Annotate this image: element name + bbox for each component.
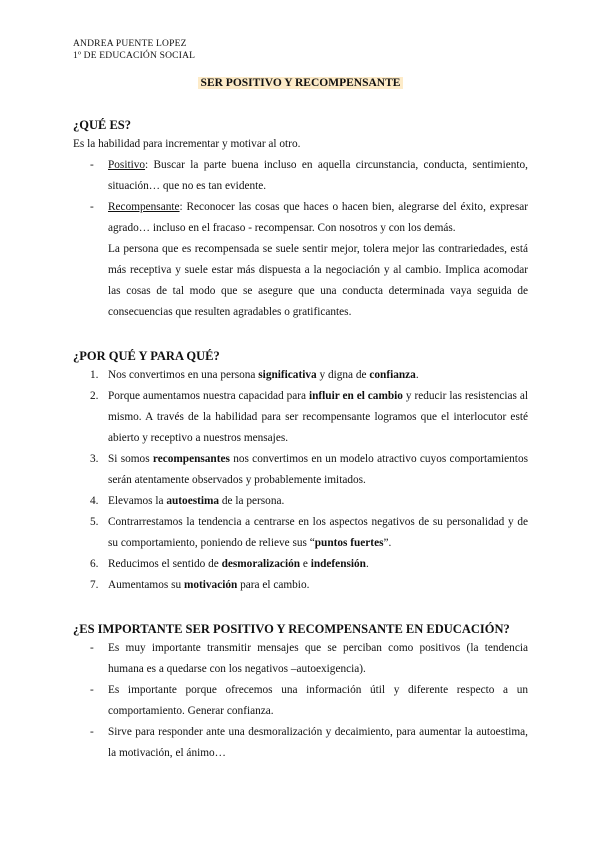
author-name: ANDREA PUENTE LOPEZ: [73, 39, 187, 49]
section-heading-por-que: ¿POR QUÉ Y PARA QUÉ?: [73, 349, 220, 363]
term: Positivo: [108, 159, 146, 171]
intro-text: Es la habilidad para incrementar y motivar al otro.: [73, 138, 301, 150]
list-item: - Es importante porque ofrecemos una información útil y diferente respecto a un comportamiento. Generar confianza.: [90, 684, 528, 717]
section-heading-que-es: ¿QUÉ ES?: [73, 118, 132, 132]
document-title: SER POSITIVO Y RECOMPENSANTE: [73, 76, 528, 90]
list-item: - Recompensante: Reconocer las cosas que haces o hacen bien, alegrarse del éxito, expresar agrado… incluso en el fracaso - recompensar. Con nosotros y con los demás.: [90, 201, 528, 234]
list-item: 5. Contrarrestamos la tendencia a centrarse en los aspectos negativos de su personalidad y de su comportamiento, poniendo de relieve sus “puntos fuertes”.: [90, 516, 528, 549]
course-name: 1º DE EDUCACIÓN SOCIAL: [73, 51, 196, 61]
section-heading-educacion: ¿ES IMPORTANTE SER POSITIVO Y RECOMPENSANTE EN EDUCACIÓN?: [73, 622, 510, 636]
list-item: 4. Elevamos la autoestima de la persona.: [90, 495, 285, 507]
list-item: 7. Aumentamos su motivación para el cambio.: [90, 579, 310, 591]
list-item: 1. Nos convertimos en una persona significativa y digna de confianza.: [90, 369, 419, 381]
list-item: - Es muy importante transmitir mensajes que se perciban como positivos (la tendencia humana es a quedarse con los negativos –autoexigencia).: [90, 642, 528, 675]
document-page: [73, 38, 528, 764]
list-item: 6. Reducimos el sentido de desmoralización e indefensión.: [90, 558, 369, 570]
list-item: - Positivo: Buscar la parte buena incluso en aquella circunstancia, conducta, sentimiento, situación… que no es tan evidente.: [90, 159, 528, 192]
definition-list: [90, 155, 528, 239]
list-item: 3. Si somos recompensantes nos convertimos en un modelo atractivo cuyos comportamientos serán atentamente observados y probablemente imitados.: [90, 453, 528, 486]
list-item: - Sirve para responder ante una desmoralización y decaimiento, para aumentar la autoestima, la motivación, el ánimo…: [90, 726, 528, 759]
term: Recompensante: [108, 201, 180, 213]
continuation-text: La persona que es recompensada se suele sentir mejor, tolera mejor las contrariedades, está más receptiva y suele estar más dispuesta a la negociación y al cambio. Implica acomodar las cosas de tal modo que se asegure que una conducta determinada vaya seguida de consecuencias que resulten agradables o gratificantes.: [108, 243, 528, 318]
education-list: [90, 638, 528, 764]
reasons-list: [90, 365, 528, 596]
list-item: 2. Porque aumentamos nuestra capacidad para influir en el cambio y reducir las resistencias al mismo. A través de la habilidad para ser recompensante logramos que el interlocutor esté abierto y receptivo a nuestros mensajes.: [90, 390, 529, 444]
